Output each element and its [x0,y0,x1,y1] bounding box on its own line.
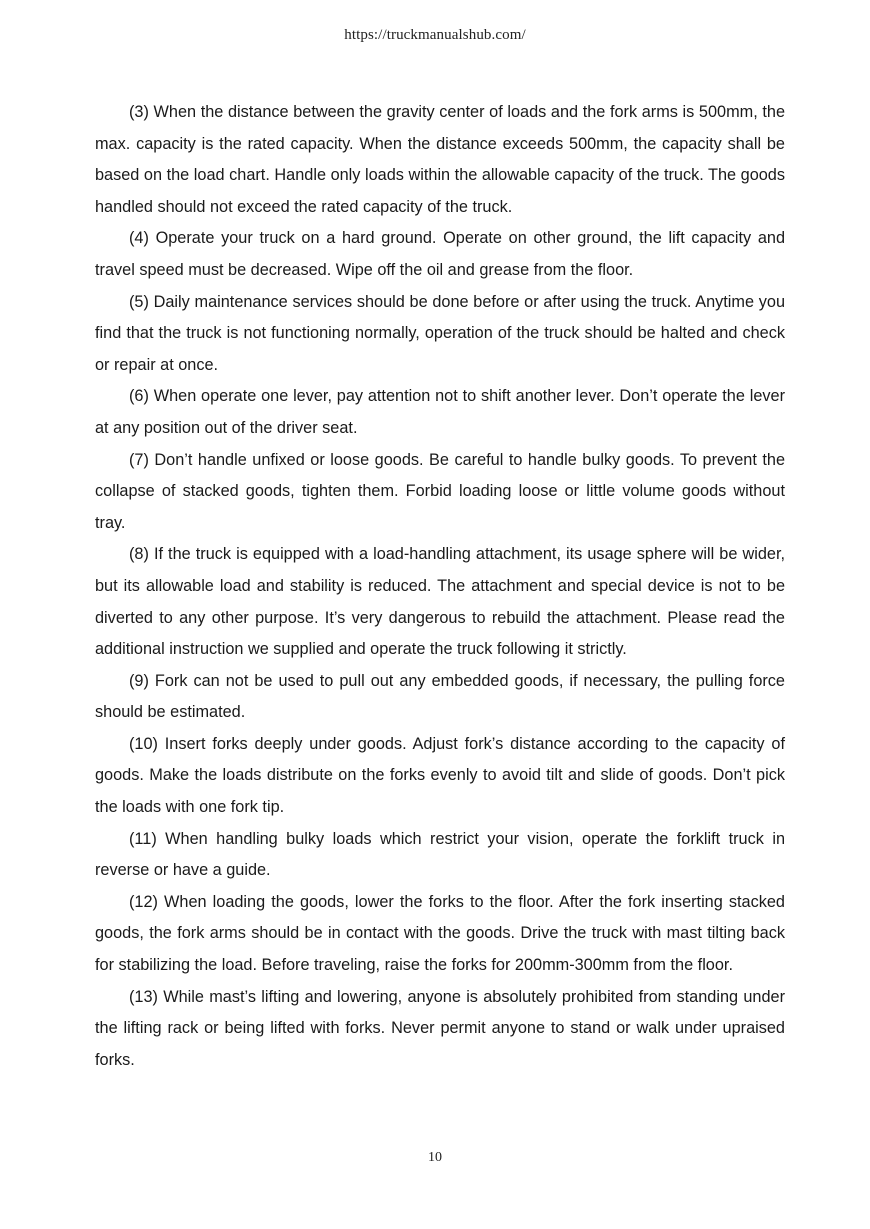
paragraph-7: (7) Don’t handle unfixed or loose goods. Be careful to handle bulky goods. To prevent the collapse of stacked goods, tighten them. Forbid loading loose or little volume goods without tray. [95,450,785,532]
paragraph-3: (3) When the distance between the gravity center of loads and the fork arms is 500mm, the max. capacity is the rated capacity. When the distance exceeds 500mm, the capacity shall be based on the load chart. Handle only loads within the allowable capacity of the truck. The goods handled should not exceed the rated capacity of the truck. [95,103,785,216]
paragraph-4: (4) Operate your truck on a hard ground. Operate on other ground, the lift capacity and travel speed must be decreased. Wipe off the oil and grease from the floor. [95,229,785,279]
paragraph-5: (5) Daily maintenance services should be done before or after using the truck. Anytime you find that the truck is not functioning normally, operation of the truck should be halted and check or repair at once. [95,292,785,374]
paragraph-8: (8) If the truck is equipped with a load-handling attachment, its usage sphere will be wider, but its allowable load and stability is reduced. The attachment and special device is not to be diverted to any other purpose. It’s very dangerous to rebuild the attachment. Please read the additional instruction we supplied and operate the truck following it strictly. [95,545,785,659]
paragraph-12: (12) When loading the goods, lower the forks to the floor. After the fork inserting stacked goods, the fork arms should be in contact with the goods. Drive the truck with mast tilting back for stabilizing the load. Before traveling, raise the forks for 200mm-300mm from the floor. [95,892,785,975]
paragraph-6: (6) When operate one lever, pay attention not to shift another lever. Don’t operate the lever at any position out of the driver seat. [95,387,785,437]
page-number: 10 [428,1150,442,1165]
paragraph-10: (10) Insert forks deeply under goods. Adjust fork’s distance according to the capacity of goods. Make the loads distribute on the forks evenly to avoid tilt and slide of goods. Don’t pick the loads with one fork tip. [95,734,785,817]
paragraph-13: (13) While mast’s lifting and lowering, anyone is absolutely prohibited from standing under the lifting rack or being lifted with forks. Never permit anyone to stand or walk under upraised forks. [95,987,785,1069]
paragraph-9: (9) Fork can not be used to pull out any embedded goods, if necessary, the pulling force should be estimated. [95,671,785,722]
header-url[interactable]: https://truckmanualshub.com/ [344,27,526,43]
paragraph-11: (11) When handling bulky loads which restrict your vision, operate the forklift truck in reverse or have a guide. [95,829,785,880]
body-text [95,97,785,1076]
